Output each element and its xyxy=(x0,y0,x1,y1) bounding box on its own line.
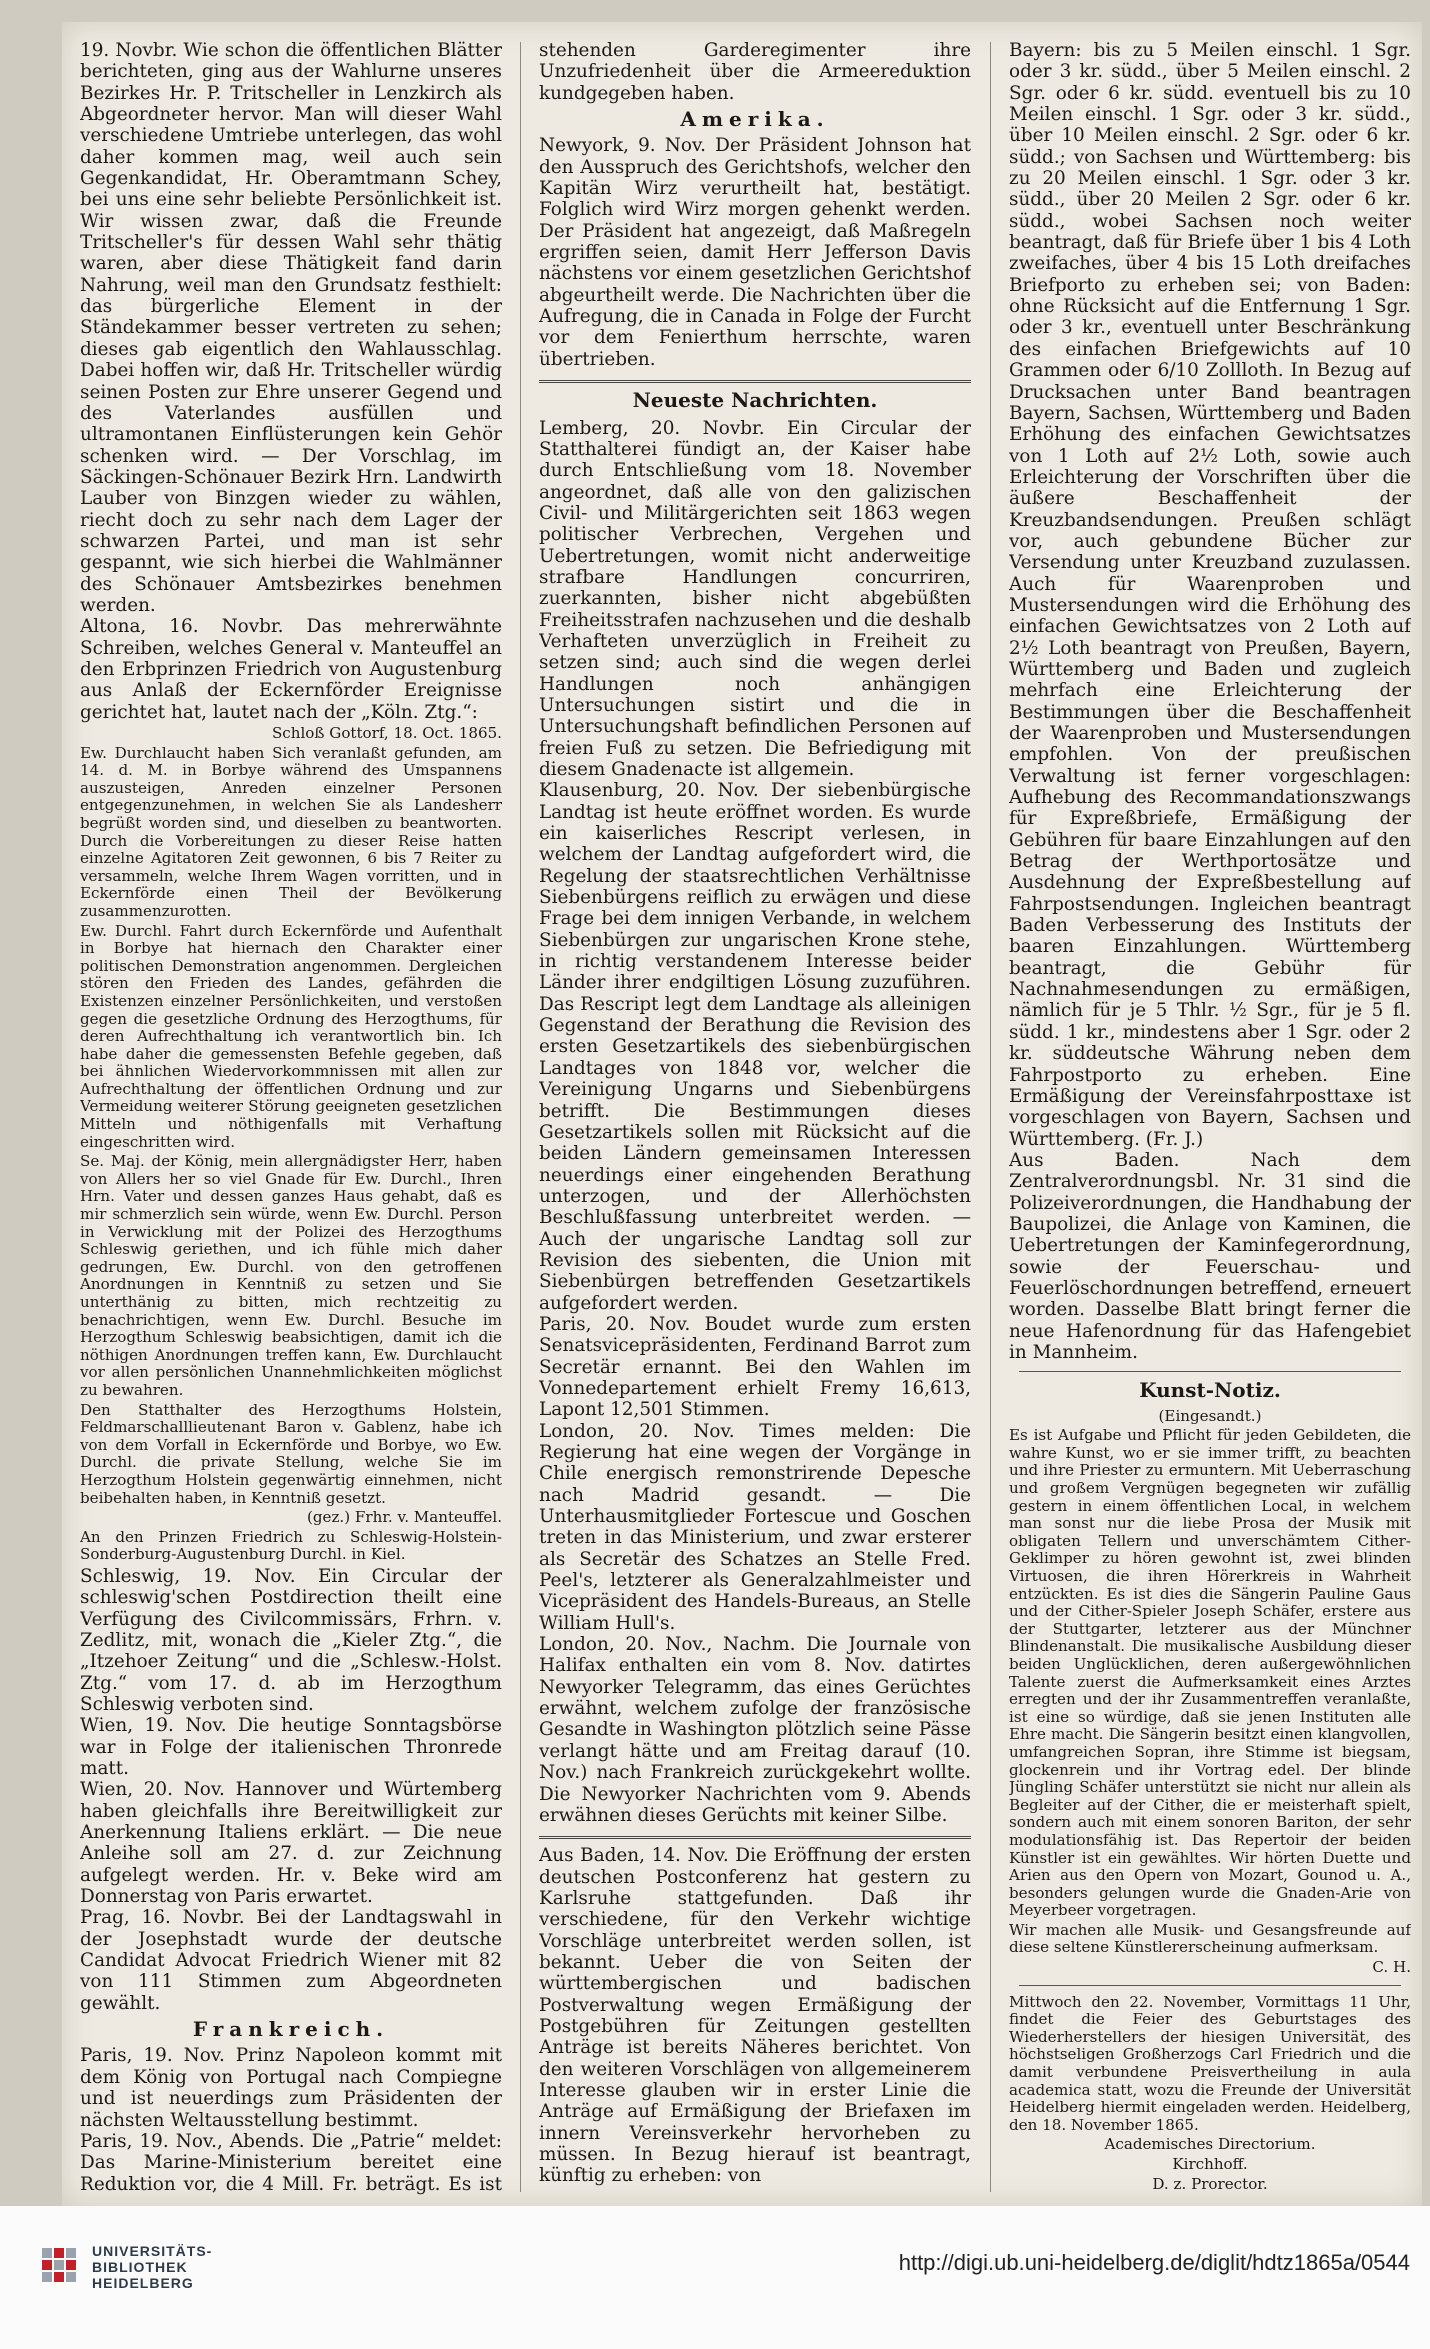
column-3 xyxy=(1009,40,1411,2195)
article-klausenburg: Klausenburg, 20. Nov. Der siebenbürgische Landtag ist heute eröffnet worden. Es wurde ein kaiserliches Rescript verlesen, in welchem der Landtag aufgefordert wird, die Regelung der staatsrechtlichen Verhältnisse Siebenbürgens reiflich zu erwägen und diese Frage bei dem innigen Verbande, in welchem Siebenbürgen zur ungarischen Krone stehe, in richtig verstandenem Interesse beider Länder ihrer endgiltigen Lösung zuzuführen. Das Rescript legt dem Landtage als alleinigen Gegenstand der Berathung die Revision des ersten Gesetzartikels des siebenbürgischen Landtages von 1848 vor, welcher die Vereinigung Ungarns und Siebenbürgens betrifft. Die Bestimmungen dieses Gesetzartikels sollen mit Rücksicht auf die beiden Ländern gemeinsamen Interessen neuerdings einer eingehenden Berathung unterzogen, und der Allerhöchsten Beschlußfassung unterbreitet werden. — Auch der ungarische Landtag soll zur Revision des siebenten, die Union mit Siebenbürgen betreffenden Gesetzartikels aufgefordert werden. xyxy=(539,780,971,1314)
newspaper-page xyxy=(62,22,1422,2206)
article-lemberg: Lemberg, 20. Novbr. Ein Circular der Statthalterei fündigt an, der Kaiser habe durch Entschließung vom 18. November angeordnet, daß alle von den galizischen Civil- und Militärgerichten seit 1863 wegen politischer Verbrechen, Vergehen und Uebertretungen, womit nicht anderweitige strafbare Handlungen concurriren, zuerkannten, bisher nicht abgebüßten Freiheitsstrafen nachzusehen und die deshalb Verhafteten unverzüglich in Freiheit zu setzen sind; auch sind die wegen derlei Handlungen noch anhängigen Untersuchungen sistirt und die in Untersuchungshaft befindlichen Personen auf freien Fuß zu setzen. Die Befriedigung mit diesem Gnadenacte ist allgemein. xyxy=(539,417,971,780)
section-divider xyxy=(1019,1985,1401,1986)
library-logo-icon xyxy=(40,2246,78,2284)
column-divider xyxy=(520,42,521,2192)
article-wien-2: Wien, 20. Nov. Hannover und Würtemberg haben gleichfalls ihre Bereitwilligkeit zur Anerkennung Italiens erklärt. — Die neue Anleihe soll am 27. d. zur Zeichnung aufgelegt werden. Hr. v. Beke wird am Donnerstag von Paris erwartet. xyxy=(80,1779,502,1908)
announcement-university: Mittwoch den 22. November, Vormittags 11 Uhr, findet die Feier des Geburtstages des Wiederherstellers der hiesigen Universität, des höchstseligen Großherzogs Carl Friedrich und die damit verbundene Preisvertheilung in aula academica statt, wozu die Freunde der Universität Heidelberg hiermit eingeladen werden. Heidelberg, den 18. November 1865. xyxy=(1009,1992,1411,2134)
section-heading-neueste-nachrichten: Neueste Nachrichten. xyxy=(632,388,878,413)
section-divider xyxy=(539,380,971,383)
article-lenzkirch-election: 19. Novbr. Wie schon die öffentlichen Blätter berichteten, ging aus der Wahlurne unseres Bezirkes Hr. P. Tritscheller in Lenzkirch als Abgeordneter hervor. Man will dieser Wahl verschiedene Umtriebe unterlegen, das wohl daher kommen mag, weil auch sein Gegenkandidat, Hr. Oberamtmann Schey, bei uns eine sehr beliebte Persönlichkeit ist. Wir wissen zwar, daß die Freunde Tritscheller's für dessen Wahl sehr thätig waren, aber diese Thätigkeit fand darin Nahrung, weil man den Grundsatz festhielt: das bürgerliche Element in der Ständekammer besser vertreten zu sehen; dieses gab eigentlich den Wahlausschlag. Dabei hoffen wir, daß Hr. Tritscheller würdig seinen Posten zur Ehre unserer Gegend und des Vaterlandes ausfüllen und ultramontanen Einflüsterungen kein Gehör schenken wird. — Der Vorschlag, im Säckingen-Schönauer Bezirk Hrn. Landwirth Lauber von Binzgen wieder zu wählen, riecht doch zu sehr nach dem Lager der schwarzen Partei, und man ist sehr gespannt, wie sich hierbei die Wahlmänner des Schönauer Amtsbezirkes benehmen werden. xyxy=(80,40,502,616)
article-paris-2: Paris, 19. Nov., Abends. Die „Patrie“ meldet: Das Marine-Ministerium bereitet eine Reduktion vor, die 4 Mill. Fr. beträgt. Es ist xyxy=(80,2130,502,2195)
article-aus-baden-2: Aus Baden. Nach dem Zentralverordnungsbl. Nr. 31 sind die Polizeiverordnungen, die Handhabung der Baupolizei, die Anlage von Kaminen, die Uebertretungen der Kaminfegerordnung, sowie der Feuerschau- und Feuerlöschordnungen betreffend, erneuert worden. Dasselbe Blatt bringt ferner die neue Hafenordnung für das Hafengebiet in Mannheim. xyxy=(1009,1149,1411,1363)
article-signature: C. H. xyxy=(1372,1958,1411,1977)
article-london-1: London, 20. Nov. Times melden: Die Regierung hat eine wegen der Vorgänge in Chile energisch remonstrirende Depesche nach Madrid gesandt. — Die Unterhausmitglieder Fortescue und Goschen treten in das Ministerium, und zwar ersterer als Secretär des Schatzes an Stelle Fred. Peel's, letzterer als Generalzahlmeister und Vicepräsident des Handels-Bureaus, an Stelle William Hull's. xyxy=(539,1420,971,1634)
article-paris-continued: stehenden Garderegimenter ihre Unzufriedenheit über die Armeereduktion kundgegeben haben. xyxy=(539,40,971,104)
section-heading-frankreich: Frankreich. xyxy=(192,2017,390,2042)
announcement-title: D. z. Prorector. xyxy=(1152,2174,1268,2193)
article-aus-baden-1: Aus Baden, 14. Nov. Die Eröffnung der ersten deutschen Postconferenz hat gestern zu Karlsruhe stattgefunden. Daß ihr verschiedene, für den Verkehr wichtige Vorschläge unterbreitet werden sollen, ist bekannt. Ueber die von Seiten der württembergischen und badischen Postverwaltung wegen Ermäßigung der Postgebühren für Zeitungen gestellten Anträge ist bereits Näheres berichtet. Von den weiteren Vorschlägen von allgemeinerem Interesse glauben wir in erster Linie die Anträge auf Ermäßigung der Briefaxen im innern Vereinsverkehr hervorheben zu müssen. In Bezug hierauf ist beantragt, künftig zu erheben: von xyxy=(539,1845,971,2187)
footer-bar xyxy=(0,2206,1430,2349)
column-divider xyxy=(990,42,991,2192)
article-newyork: Newyork, 9. Nov. Der Präsident Johnson hat den Ausspruch des Gerichtshofs, welcher den Kapitän Wirz verurtheilt hat, bestätigt. Folglich wird Wirz morgen gehenkt werden. Der Präsident hat angezeigt, daß Maßregeln ergriffen seien, damit Herr Jefferson Davis nächstens vor einem gesetzlichen Gerichtshof abgeurtheilt werde. Die Nachrichten über die Aufregung, die in Canada in Folge der Furcht vor dem Fenierthum herrschte, waren übertrieben. xyxy=(539,135,971,370)
letter-signature: (gez.) Frhr. v. Manteuffel. xyxy=(307,1508,502,1527)
article-prag: Prag, 16. Novbr. Bei der Landtagswahl in der Josephstadt wurde der deutsche Candidat Advocat Friedrich Wiener mit 82 von 111 Stimmen zum Abgeordneten gewählt. xyxy=(80,1907,502,2014)
letter-paragraph-3: Se. Maj. der König, mein allergnädigster Herr, haben von Allers her so viel Gnade für Ew. Durchl., Ihren Hrn. Vater und dessen ganzes Haus gehabt, daß es mir schmerzlich sein würde, wenn Ew. Durchl. Person in Verwicklung mit der Polizei des Herzogthums Schleswig geriethen, und ich fühle mich daher gedrungen, Ew. Durchl. von den getroffenen Anordnungen in Kenntniß zu setzen und Sie unterthänig zu bitten, mich rechtzeitig zu benachrichtigen, wenn Ew. Durchl. Besuche im Herzogthum Schleswig beabsichtigen, damit ich die nöthigen Anordnungen treffen kann, Ew. Durchlaucht vor allen persönlichen Unannehmlichkeiten möglichst zu bewahren. xyxy=(80,1152,502,1399)
announcement-directorium: Academisches Directorium. xyxy=(1104,2135,1316,2154)
article-london-2: London, 20. Nov., Nachm. Die Journale von Halifax enthalten ein vom 8. Nov. datirtes Newyorker Telegramm, das eines Gerüchtes erwähnt, welchem zufolge der französische Gesandte in Washington plötzlich seine Pässe verlangt hätte und am Freitag darauf (10. Nov.) nach Frankreich zurückgekehrt wollte. Die Newyorker Nachrichten vom 9. Abends erwähnen dieses Gerüchts mit keiner Silbe. xyxy=(539,1634,971,1826)
digitization-url-link[interactable]: http://digi.ub.uni-heidelberg.de/diglit/hdtz1865a/0544 xyxy=(898,2250,1410,2275)
letter-paragraph-2: Ew. Durchl. Fahrt durch Eckernförde und Aufenthalt in Borbye hat hiernach den Charakter einer politischen Demonstration angenommen. Dergleichen stören den Frieden des Landes, gefährden die Existenzen einzelner Persönlichkeiten, und verstoßen gegen die gesetzliche Ordnung des Herzogthums, für deren Aufrechthaltung ich verantwortlich bin. Ich habe daher die gemessensten Befehle gegeben, daß bei ähnlichen Wiedervorkommnissen mit allen zur Aufrechthaltung der öffentlichen Ordnung und zur Vermeidung weiterer Störung geeigneten gesetzlichen Mitteln und nöthigenfalls mit Verhaftung eingeschritten wird. xyxy=(80,921,502,1151)
article-altona: Altona, 16. Novbr. Das mehrerwähnte Schreiben, welches General v. Manteuffel an den Erbprinzen Friedrich von Augustenburg aus Anlaß der Eckernförder Ereignisse gerichtet hat, lautet nach der „Köln. Ztg.“: xyxy=(80,616,502,723)
article-kunst-notiz-closing: Wir machen alle Musik- und Gesangsfreunde auf diese seltene Künstlererscheinung aufmerksam. xyxy=(1009,1920,1411,1957)
column-2 xyxy=(539,40,971,2195)
article-wien-1: Wien, 19. Nov. Die heutige Sonntagsbörse war in Folge der italienischen Thronrede matt. xyxy=(80,1715,502,1779)
section-divider xyxy=(1019,1371,1401,1372)
announcement-signature: Kirchhoff. xyxy=(1172,2155,1248,2173)
section-divider xyxy=(539,1836,971,1839)
section-heading-amerika: Amerika. xyxy=(680,107,830,132)
library-name: UNIVERSITÄTS- BIBLIOTHEK HEIDELBERG xyxy=(92,2243,213,2291)
article-paris-1: Paris, 19. Nov. Prinz Napoleon kommt mit dem König von Portugal nach Compiegne und ist neuerdings zum Präsidenten der nächsten Weltausstellung bestimmt. xyxy=(80,2045,502,2131)
article-paris-3: Paris, 20. Nov. Boudet wurde zum ersten Senatsvicepräsidenten, Ferdinand Barrot zum Secretär ernannt. Bei den Wahlen im Vonnedepartement erhielt Fremy 16,613, Lapont 12,501 Stimmen. xyxy=(539,1313,971,1421)
section-heading-kunst-notiz: Kunst-Notiz. xyxy=(1139,1378,1281,1403)
column-1 xyxy=(80,40,502,2195)
article-postal-rates: Bayern: bis zu 5 Meilen einschl. 1 Sgr. oder 3 kr. südd., über 5 Meilen einschl. 2 Sgr. oder 6 kr. südd. eventuell bis zu 10 Meilen einschl. 1 Sgr. oder 3 kr. südd., über 10 Meilen einschl. 2 Sgr. oder 6 kr. südd.; von Sachsen und Württemberg: bis zu 20 Meilen einschl. 1 Sgr. oder 3 kr. südd., über 20 Meilen 2 Sgr. oder 6 kr. südd., wobei Sachsen noch weiter beantragt, daß für Briefe über 1 bis 4 Loth zweifaches, über 4 bis 15 Loth dreifaches Briefporto zu erheben sei; von Baden: ohne Rücksicht auf die Entfernung 1 Sgr. oder 3 kr., eventuell unter Beschränkung des einfachen Briefgewichts auf 10 Grammen oder 6/10 Zollloth. In Bezug auf Drucksachen unter Band beantragen Bayern, Sachsen, Württemberg und Baden Erhöhung des einfachen Gewichtsatzes von 1 Loth auf 2½ Loth, sowie auch Erleichterung der Vorschriften über die äußere Beschaffenheit der Kreuzbandsendungen. Preußen schlägt vor, auch gebundene Bücher zur Versendung unter Kreuzband zuzulassen. Auch für Waarenproben und Mustersendungen wird die Erhöhung des einfachen Gewichtsatzes von 2 Loth auf 2½ Loth beantragt von Preußen, Bayern, Württemberg und Baden und zugleich mehrfach eine Erleichterung der Bestimmungen über die Beschaffenheit der Waarenproben und Mustersendungen empfohlen. Von der preußischen Verwaltung ist ferner vorgeschlagen: Aufhebung des Recommandationszwangs für Expreßbriefe, Ermäßigung der Gebühren für baare Einzahlungen auf den Betrag der Werthportosätze und Ausdehnung der Expreßbestellung auf Fahrpostsendungen. Ingleichen beantragt Baden Verbesserung des Instituts der baaren Einzahlungen. Württemberg beantragt, die Gebühr für Nachnahmesendungen zu ermäßigen, nämlich für je 5 Thlr. ½ Sgr., für je 5 fl. südd. 1 kr., mindestens aber 1 Sgr. oder 2 kr. süddeutsche Währung neben dem Fahrpostporto zu erheben. Eine Ermäßigung der Vereinsfahrposttaxe ist vorgeschlagen von Bayern, Sachsen und Württemberg. (Fr. J.) xyxy=(1009,40,1411,1150)
letter-paragraph-1: Ew. Durchlaucht haben Sich veranlaßt gefunden, am 14. d. M. in Borbye während des Umspannens auszusteigen, Anreden einzelner Personen entgegenzunehmen, in welchen Sie als Landesherr begrüßt worden sind, und dieselben zu beantworten. Durch die Vorbereitungen zu dieser Reise hatten einzelne Agitatoren Zeit gewonnen, 6 bis 7 Reiter zu versammeln, welche Ihrem Wagen vorritten, und in Eckernförde einen Theil der Bevölkerung zusammenzurotten. xyxy=(80,743,502,920)
article-kunst-notiz: Es ist Aufgabe und Pflicht für jeden Gebildeten, die wahre Kunst, wo er sie immer trifft, zu beachten und ihre Priester zu ermuntern. Mit Ueberraschung und großem Vergnügen begegneten wir zufällig gestern in einem öffentlichen Local, in welchem man sonst nur die liebe Prosa der Musik mit obligaten Tellern und unverschämtem Cither-Geklimper zu hören gewohnt ist, zwei blinden Virtuosen, die ihren Hörerkreis in Wahrheit entzückten. Es ist dies die Sängerin Pauline Gaus und der Cither-Spieler Joseph Schäfer, erstere aus der Stuttgarter, letzterer aus der Münchner Blindenanstalt. Die musikalische Ausbildung dieser beiden Unglücklichen, deren außergewöhnlichen Talente zuerst die Aufmerksamkeit eines Arztes erregten und der ihr Zusammentreffen veranlaßte, ist eine so würdige, daß sie jenen Instituten alle Ehre macht. Die Sängerin besitzt einen klangvollen, umfangreichen Sopran, ihre Stimme ist biegsam, glockenrein und ihr Vortrag edel. Der blinde Jüngling Schäfer unterstützt sie nicht nur allein als Begleiter auf der Cither, die er meisterhaft spielt, sondern auch mit einem sonoren Bariton, der sehr modulationsfähig ist. Das Repertoir der beiden Künstler ist ein gewähltes. Wir hörten Duette und Arien aus den Opern von Mozart, Gounod u. A., besonders gelungen wurde die Gnaden-Arie von Meyerbeer vorgetragen. xyxy=(1009,1426,1411,1920)
section-subheading: (Eingesandt.) xyxy=(1158,1406,1262,1425)
letter-address: An den Prinzen Friedrich zu Schleswig-Holstein-Sonderburg-Augustenburg Durchl. in Kiel. xyxy=(80,1527,502,1564)
article-schleswig: Schleswig, 19. Nov. Ein Circular der schleswig'schen Postdirection theilt eine Verfügung des Civilcommissärs, Frhrn. v. Zedlitz, mit, wonach die „Kieler Ztg.“, die „Itzehoer Zeitung“ und die „Schlesw.-Holst. Ztg.“ vom 17. d. ab im Herzogthum Schleswig verboten sind. xyxy=(80,1565,502,1715)
letter-paragraph-4: Den Statthalter des Herzogthums Holstein, Feldmarschalllieutenant Baron v. Gablenz, habe ich von dem Vorfall in Eckernförde und Borbye, wo Ew. Durchl. die private Stellung, welche Sie im Herzogthum Holstein gegenwärtig einnehmen, nicht beibehalten haben, in Kenntniß gesetzt. xyxy=(80,1400,502,1507)
letter-dateline: Schloß Gottorf, 18. Oct. 1865. xyxy=(271,724,502,742)
